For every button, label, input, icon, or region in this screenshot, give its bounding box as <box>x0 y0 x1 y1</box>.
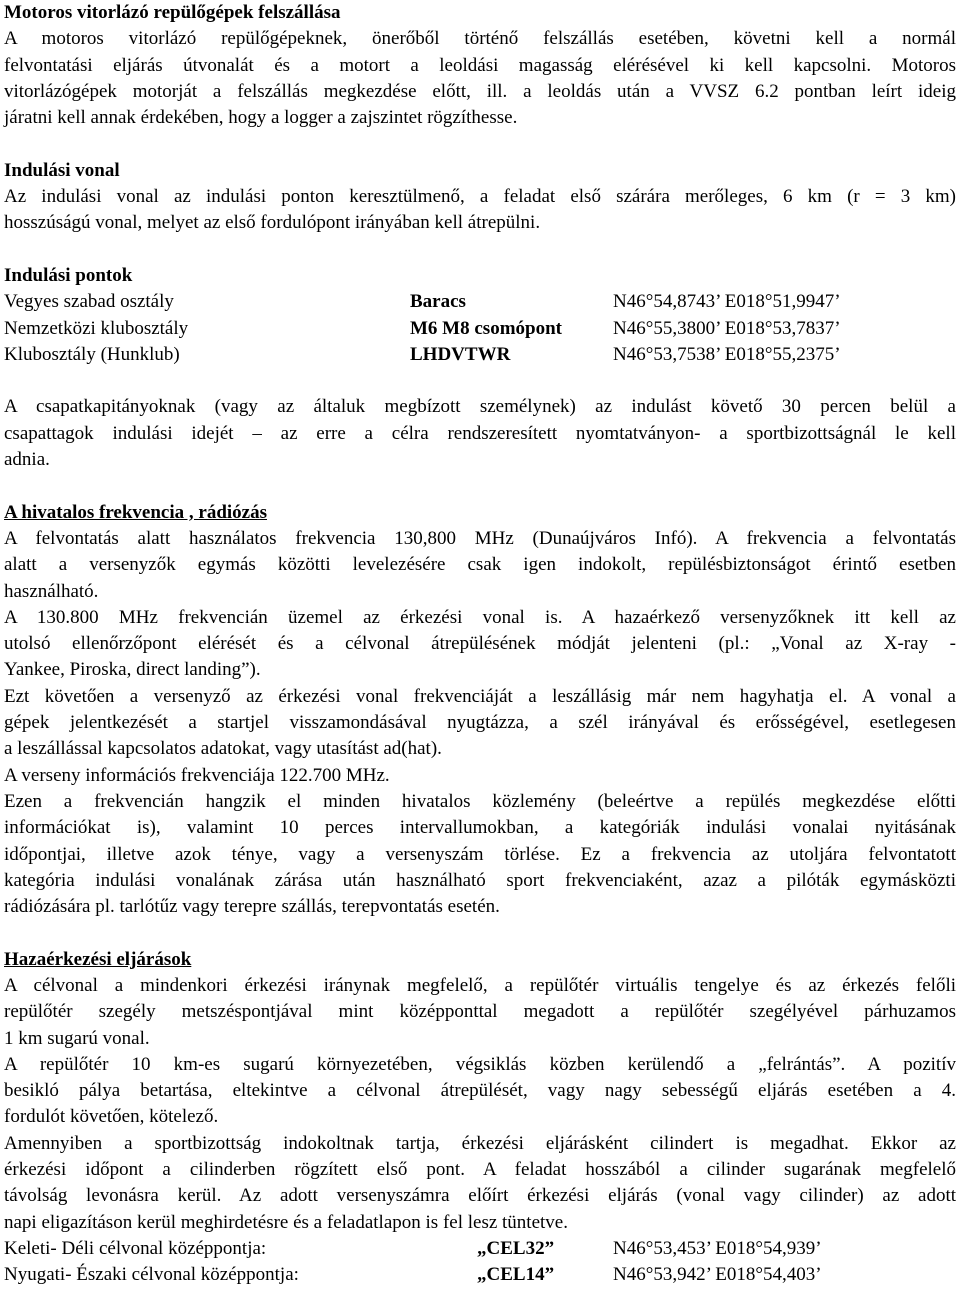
paragraph-line: A célvonal a mindenkori érkezési iránynak megfelelő, a repülőtér virtuális tengelye és az érkezés felőli <box>4 974 956 996</box>
start-point-coord: N46°53,7538’ E018°55,2375’ <box>613 343 841 365</box>
paragraph-line: alatt a versenyzők egymás közötti levelezésére csak igen indokolt, repülésbiztonságot érintő esetben <box>4 554 956 576</box>
paragraph-line: 1 km sugarú vonal. <box>4 1027 150 1049</box>
section-title-motor-gliders: Motoros vitorlázó repülőgépek felszállása <box>4 2 341 23</box>
start-point-coord: N46°55,3800’ E018°53,7837’ <box>613 317 841 339</box>
paragraph-line: A verseny információs frekvenciája 122.700 MHz. <box>4 764 390 786</box>
spacer <box>4 368 956 394</box>
start-point-name: Baracs <box>410 291 466 313</box>
finish-line-label: Nyugati- Északi célvonal középpontja: <box>4 1264 299 1286</box>
paragraph-line: A repülőtér 10 km-es sugarú környezetében, végsiklás közben kerülendő a „felrántás”. A pozitív <box>4 1053 956 1075</box>
finish-line-coord: N46°53,453’ E018°54,939’ <box>613 1237 822 1259</box>
finish-line-row <box>4 1262 956 1288</box>
class-name: Vegyes szabad osztály <box>4 291 174 313</box>
paragraph-line: hosszúságú vonal, melyet az első fordulópont irányában kell átrepülni. <box>4 212 541 234</box>
paragraph-line: besikló pálya betartása, eltekintve a célvonal átrepülését, vagy nagy sebességű eljárás esetében a 4. <box>4 1080 956 1102</box>
section-title-official-frequency: A hivatalos frekvencia , rádiózás <box>4 501 268 523</box>
paragraph-line: Ezt követően a versenyző az érkezési vonal frekvenciáját a leszállásig már nem hagyhatja el. A vonal a <box>4 685 956 707</box>
paragraph-line: A motoros vitorlázó repülőgépeknek, önerőből történő felszállás esetében, követni kell a normál <box>4 28 956 50</box>
start-point-row <box>4 289 956 315</box>
paragraph-line: információkat is), valamint 10 perces intervallumokban, a kategóriák indulási vonalai nyitásának <box>4 817 956 839</box>
spacer <box>4 920 956 946</box>
section-title-arrival-procedures: Hazaérkezési eljárások <box>4 948 192 970</box>
spacer <box>4 473 956 499</box>
start-point-row <box>4 342 956 368</box>
paragraph-line: repülőtér szegély metszéspontjával mint középponttal megadott a repülőtér szegélyével párhuzamos <box>4 1001 956 1023</box>
paragraph-line: gépek jelentkezését a startjel visszamondásával nyugtázza, a szél irányával és erősségével, esetlegesen <box>4 712 956 734</box>
finish-line-row <box>4 1236 956 1262</box>
finish-line-label: Keleti- Déli célvonal középpontja: <box>4 1237 267 1259</box>
start-point-coord: N46°54,8743’ E018°51,9947’ <box>613 291 841 313</box>
paragraph-line: kategória indulási vonalának zárása után használható sport frekvenciaként, azaz a pilóták egymásközti <box>4 869 956 891</box>
paragraph-line: A csapatkapitányoknak (vagy az általuk megbízott személynek) az indulást követő 30 percen belül a <box>4 396 956 418</box>
paragraph-line: A felvontatás alatt használatos frekvencia 130,800 MHz (Dunaújváros Infó). A frekvencia a felvontatás <box>4 527 956 549</box>
finish-line-name: „CEL14” <box>477 1264 555 1286</box>
paragraph-line: érkezési időpont a cilinderben rögzített első pont. A feladat hosszából a cilinder sugarának megfelelő <box>4 1159 956 1181</box>
start-point-row <box>4 316 956 342</box>
paragraph-line: utolsó ellenőrzőpont elérését és a célvonal átrepülésének módját jelenteni (pl.: „Vonal az X-ray - <box>4 633 956 655</box>
paragraph-line: járatni kell annak érdekében, hogy a logger a zajszintet rögzíthesse. <box>4 107 518 129</box>
paragraph-line: csapattagok indulási idejét – az erre a célra rendszeresített nyomtatványon- a sportbizottságnál le kell <box>4 422 956 444</box>
finish-line-name: „CEL32” <box>477 1237 555 1259</box>
class-name: Nemzetközi klubosztály <box>4 317 189 339</box>
finish-line-coord: N46°53,942’ E018°54,403’ <box>613 1264 822 1286</box>
paragraph-line: távolság levonásra kerül. Az adott versenyszámra előírt érkezési eljárás (vonal vagy cilinder) az adott <box>4 1185 956 1207</box>
paragraph-line: felvontatási eljárás útvonalát és a motort a leoldási magasság elérésével ki kell kapcsolni. Motoros <box>4 54 956 76</box>
paragraph-line: Amennyiben a sportbizottság indokoltnak tartja, érkezési eljárásként cilindert is megadhat. Ekkor az <box>4 1132 956 1154</box>
paragraph-line: fordulót követően, kötelező. <box>4 1106 219 1128</box>
spacer <box>4 131 956 157</box>
section-title-start-points: Indulási pontok <box>4 264 133 286</box>
start-point-name: LHDVTWR <box>410 343 511 365</box>
paragraph-line: rádiózására pl. tarlótűz vagy terepre szállás, terepvontatás esetén. <box>4 896 500 918</box>
paragraph-line: napi eligazításon kerül meghirdetésre és a feladatlapon is fel lesz tüntetve. <box>4 1211 568 1233</box>
paragraph-line: használható. <box>4 580 99 602</box>
section-title-start-line: Indulási vonal <box>4 159 120 181</box>
spacer <box>4 237 956 263</box>
paragraph-line: Ezen a frekvencián hangzik el minden hivatalos közlemény (beleértve a repülés megkezdése előtti <box>4 790 956 812</box>
paragraph-line: időpontjai, illetve azok ténye, vagy a versenyszám törlése. Ez a frekvencia az utoljára felvontatott <box>4 843 956 865</box>
paragraph-line: a leszállással kapcsolatos adatokat, vagy utasítást ad(hat). <box>4 738 442 760</box>
paragraph-line: Yankee, Piroska, direct landing”). <box>4 659 261 681</box>
start-point-name: M6 M8 csomópont <box>410 317 562 339</box>
paragraph-line: vitorlázógépek motorját a felszállás megkezdése előtt, ill. a leoldás után a VVSZ 6.2 pontban leírt ideig <box>4 80 956 102</box>
paragraph-line: adnia. <box>4 449 50 471</box>
paragraph-line: A 130.800 MHz frekvencián üzemel az érkezési vonal is. A hazaérkező versenyzőknek itt kell az <box>4 606 956 628</box>
paragraph-line: Az indulási vonal az indulási ponton keresztülmenő, a feladat első szárára merőleges, 6 km (r = 3 km) <box>4 186 956 208</box>
class-name: Klubosztály (Hunklub) <box>4 343 180 365</box>
